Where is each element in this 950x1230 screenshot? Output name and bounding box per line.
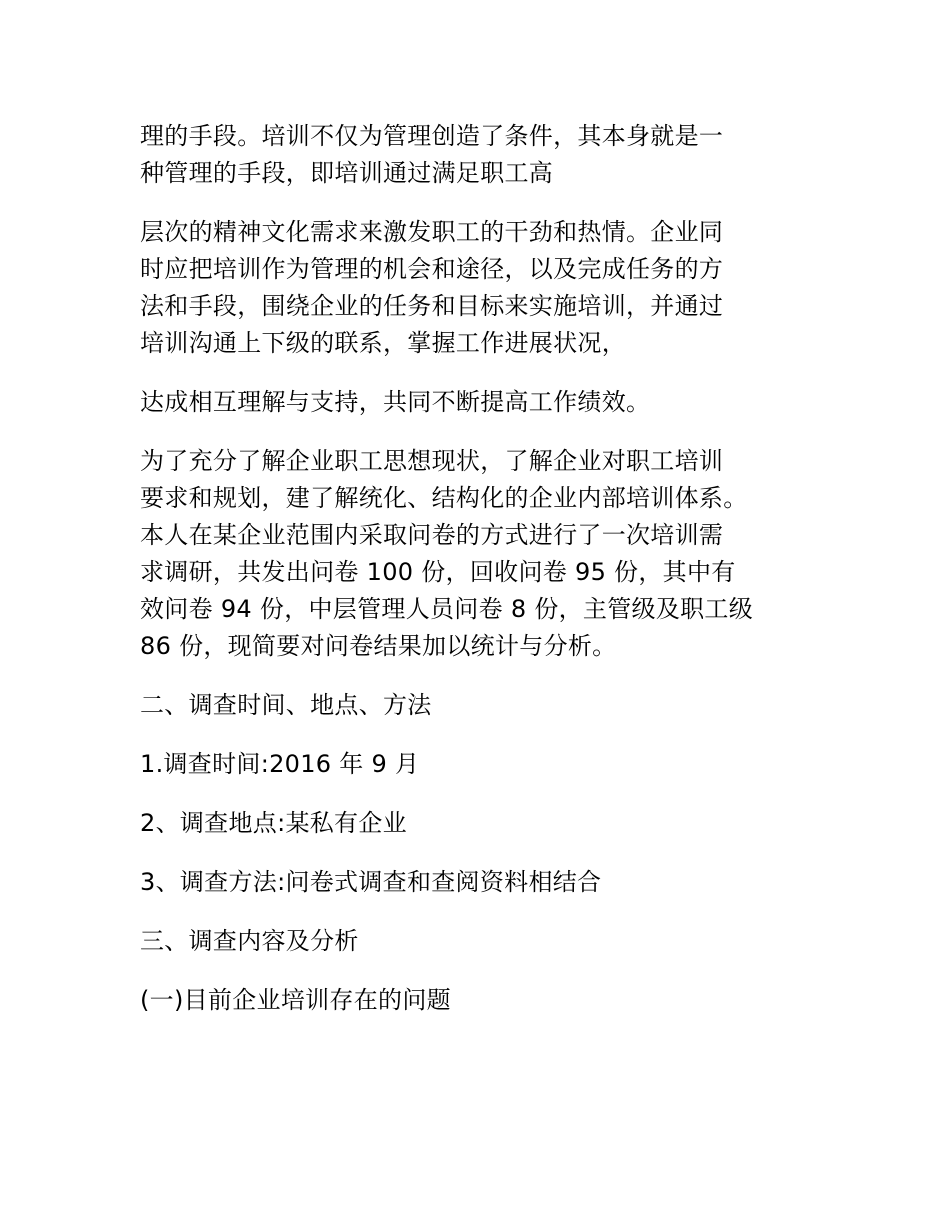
paragraph-2 <box>140 214 820 362</box>
section-heading-3: 三、调查内容及分析 <box>140 927 359 955</box>
text-line: 培训沟通上下级的联系，掌握工作进展状况， <box>140 329 626 357</box>
text-line: 法和手段，围绕企业的任务和目标来实施培训，并通过 <box>140 292 724 320</box>
text-line: 为了充分了解企业职工思想现状，了解企业对职工培训 <box>140 447 724 475</box>
text-line: 本人在某企业范围内采取问卷的方式进行了一次培训需 <box>140 521 724 549</box>
survey-method: 3、调查方法:问卷式调查和查阅资料相结合 <box>140 868 602 896</box>
survey-location: 2、调查地点:某私有企业 <box>140 809 407 837</box>
paragraph-3 <box>140 384 820 421</box>
text-line: 层次的精神文化需求来激发职工的干劲和热情。企业同 <box>140 218 724 246</box>
document-body <box>140 118 820 1019</box>
text-line: 理的手段。培训不仅为管理创造了条件，其本身就是一 <box>140 122 724 150</box>
text-line: 种管理的手段，即培训通过满足职工高 <box>140 159 554 187</box>
survey-time: 1.调查时间:2016 年 9 月 <box>140 750 420 778</box>
subsection-heading-1: (一)目前企业培训存在的问题 <box>140 986 451 1014</box>
text-line: 效问卷 94 份，中层管理人员问卷 8 份，主管级及职工级 <box>140 595 754 623</box>
section-heading-2: 二、调查时间、地点、方法 <box>140 691 432 719</box>
text-line: 达成相互理解与支持，共同不断提高工作绩效。 <box>140 388 651 416</box>
paragraph-4 <box>140 443 820 665</box>
paragraph-1 <box>140 118 820 192</box>
text-line: 要求和规划，建了解统化、结构化的企业内部培训体系。 <box>140 484 748 512</box>
text-line: 时应把培训作为管理的机会和途径，以及完成任务的方 <box>140 255 724 283</box>
text-line: 求调研，共发出问卷 100 份，回收问卷 95 份，其中有 <box>140 558 736 586</box>
text-line: 86 份，现简要对问卷结果加以统计与分析。 <box>140 632 617 660</box>
